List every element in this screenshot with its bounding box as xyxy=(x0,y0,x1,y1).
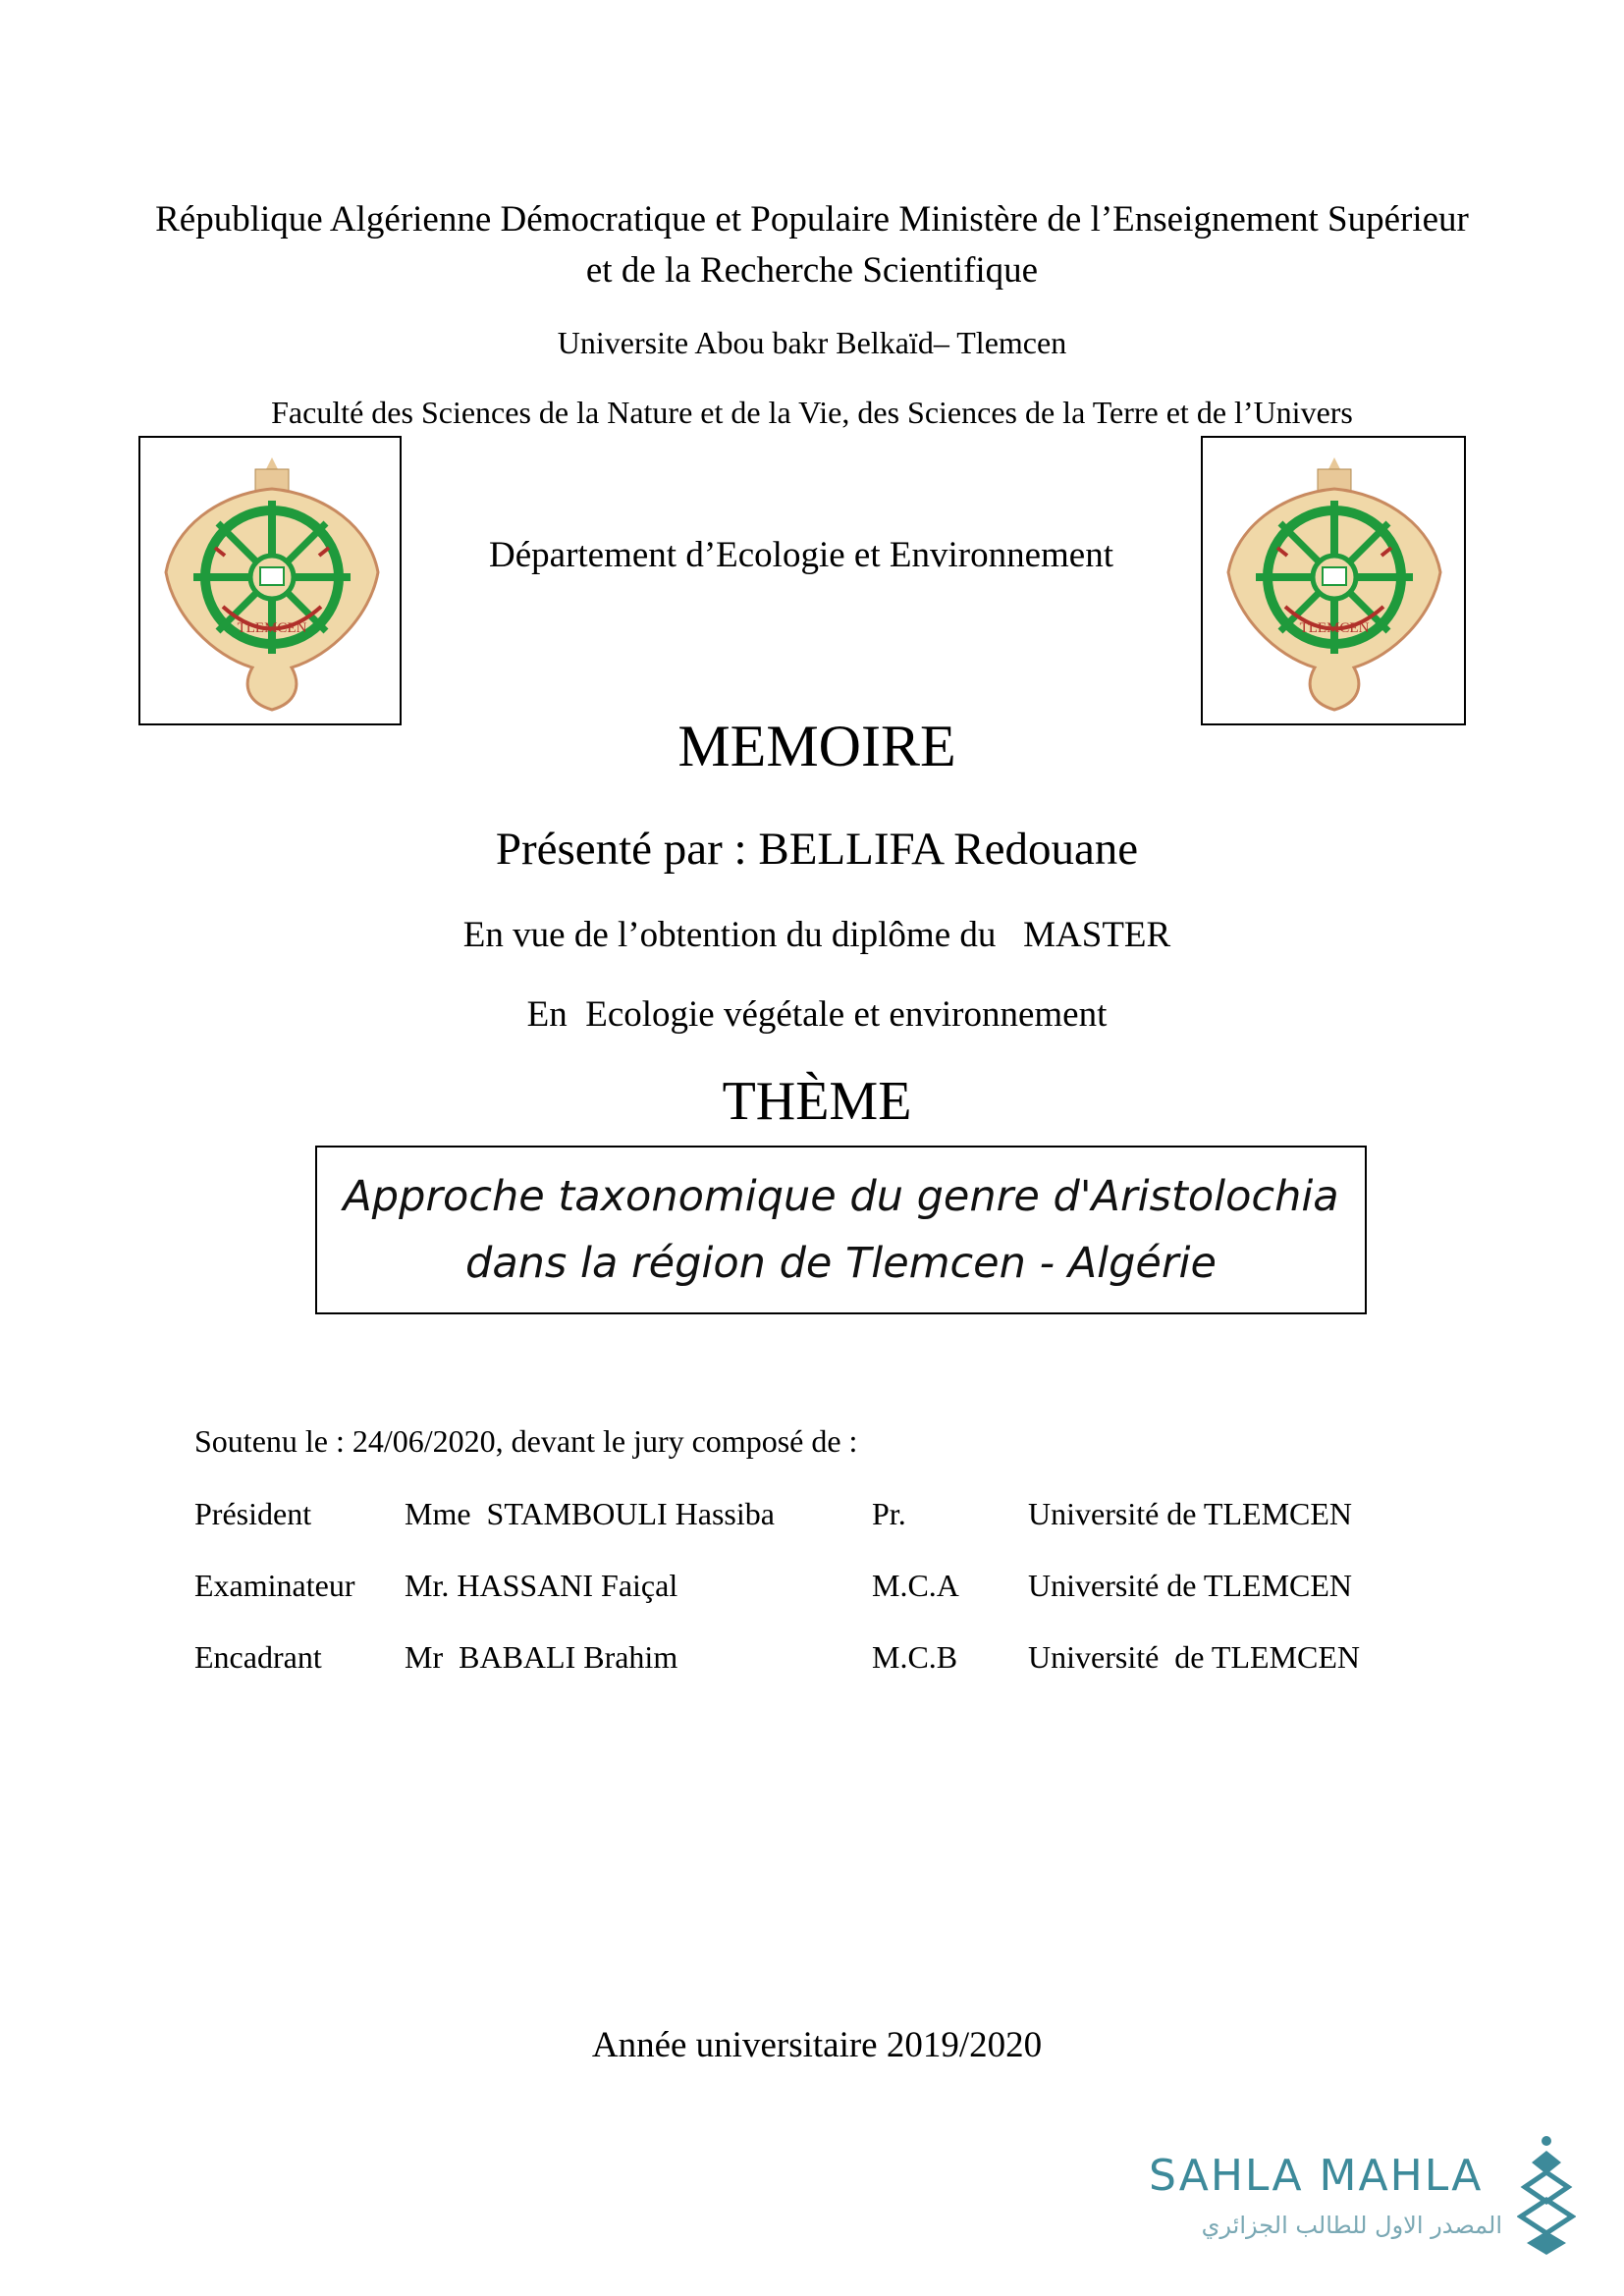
specialty-line: En Ecologie végétale et environnement xyxy=(526,994,1108,1035)
watermark-subtitle: المصدر الاول للطالب الجزائري xyxy=(1201,2212,1502,2239)
defense-intro: Soutenu le : 24/06/2020, devant le jury composé de : xyxy=(194,1423,858,1459)
ministry-heading: République Algérienne Démocratique et Populaire Ministère de l’Enseignement Supérieur et de la Recherche Scientifique xyxy=(155,199,1469,291)
university-seal-icon xyxy=(154,450,390,715)
document-type: MEMOIRE xyxy=(677,714,956,778)
jury-role: Examinateur xyxy=(194,1568,355,1603)
author-line: Présenté par : BELLIFA Redouane xyxy=(495,824,1139,875)
jury-name: Mme STAMBOULI Hassiba xyxy=(405,1496,775,1531)
theme-title xyxy=(343,1163,1338,1297)
theme-title-line-2: dans la région de Tlemcen - Algérie xyxy=(465,1239,1217,1288)
diploma-line: En vue de l’obtention du diplôme du MASTER xyxy=(462,915,1171,955)
theme-title-line-1: Approche taxonomique du genre d'Aristolochia xyxy=(343,1172,1339,1221)
jury-row xyxy=(0,1496,1624,1545)
jury-name: Mr BABALI Brahim xyxy=(405,1639,678,1675)
jury-row xyxy=(0,1568,1624,1617)
theme-heading: THÈME xyxy=(722,1071,912,1132)
jury-name: Mr. HASSANI Faiçal xyxy=(405,1568,678,1603)
department-name: Département d’Ecologie et Environnement xyxy=(489,535,1113,575)
jury-role: Président xyxy=(194,1496,312,1531)
university-logo-left xyxy=(138,436,402,725)
jury-grade: M.C.A xyxy=(872,1568,959,1603)
theme-box xyxy=(315,1146,1367,1314)
watermark-text: SAHLA MAHLA xyxy=(1149,2151,1484,2201)
jury-university: Université de TLEMCEN xyxy=(1028,1639,1361,1675)
university-name: Universite Abou bakr Belkaïd– Tlemcen xyxy=(557,325,1067,360)
logo-text: TLEMCEN xyxy=(1299,620,1370,636)
faculty-name: Faculté des Sciences de la Nature et de la Vie, des Sciences de la Terre et de l’Univers xyxy=(271,395,1353,430)
jury-university: Université de TLEMCEN xyxy=(1028,1496,1353,1531)
sahla-mahla-watermark xyxy=(1139,2133,1591,2270)
watermark-logo-icon xyxy=(1517,2133,1576,2261)
jury-grade: M.C.B xyxy=(872,1639,958,1675)
academic-year: Année universitaire 2019/2020 xyxy=(591,2025,1043,2065)
jury-row xyxy=(0,1639,1624,1688)
university-seal-icon xyxy=(1217,450,1452,715)
jury-grade: Pr. xyxy=(872,1496,906,1531)
logo-text: TLEMCEN xyxy=(237,620,307,636)
jury-role: Encadrant xyxy=(194,1639,322,1675)
university-logo-right xyxy=(1201,436,1466,725)
jury-university: Université de TLEMCEN xyxy=(1028,1568,1353,1603)
